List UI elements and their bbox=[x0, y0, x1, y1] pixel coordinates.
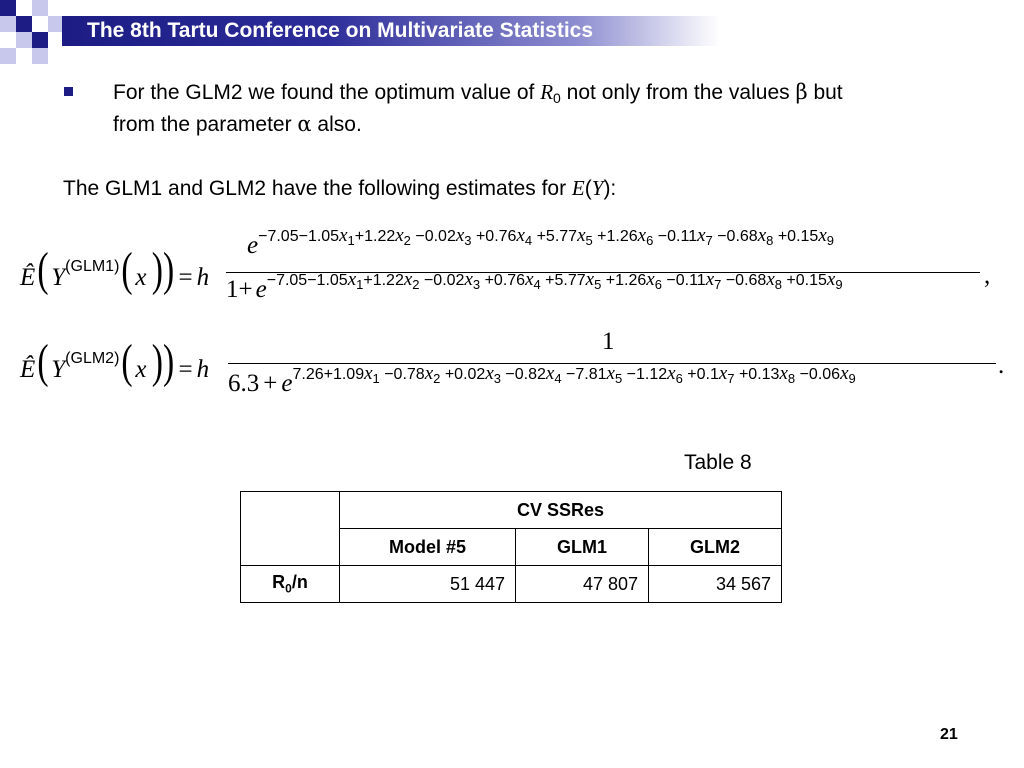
exponent-subscript: 5 bbox=[594, 277, 602, 292]
exponent-variable: x bbox=[424, 363, 434, 384]
exponent-subscript: 6 bbox=[646, 233, 654, 248]
exponent-subscript: 7 bbox=[705, 233, 713, 248]
slide-title: The 8th Tartu Conference on Multivariate Statistics bbox=[87, 19, 594, 42]
exponent-variable: x bbox=[637, 225, 647, 246]
results-table bbox=[240, 491, 782, 603]
page-number: 21 bbox=[940, 726, 958, 743]
exponent-term: −1.12 bbox=[622, 366, 668, 383]
exponent-subscript: 6 bbox=[675, 371, 683, 386]
exponent-subscript: 2 bbox=[412, 277, 420, 292]
exponent-subscript: 7 bbox=[714, 277, 722, 292]
bullet-line-1: For the GLM2 we found the optimum value of $R_0$ not only from the values β but bbox=[113, 80, 843, 106]
formula-glm2-period: . bbox=[998, 352, 1005, 379]
exponent-subscript: 4 bbox=[554, 371, 562, 386]
exponent-term: +1.26 bbox=[601, 272, 647, 289]
exponent-subscript: 3 bbox=[472, 277, 481, 292]
formula-glm1-numerator: $e-7.05-1.05x_1+1.22x_2 -0.02x_3 +0.76x_4 +5.77x_5 +1.26x_6 -0.11x_7 -0.68x_8 +0.15x_9$ bbox=[247, 225, 834, 259]
formula-glm2-denominator: $6.3 + e7.26+1.09x_1 -0.78x_2 +0.02x_3 -0.82x_4 -7.81x_5 -1.12x_6 +0.1x_7 +0.13x_8 -0.06x_9$ bbox=[228, 363, 856, 397]
exponent-variable: x bbox=[667, 363, 676, 384]
exponent-term: −7.05−1.05 bbox=[258, 228, 340, 245]
exponent-variable: x bbox=[364, 363, 373, 384]
exponent-subscript: 1 bbox=[372, 371, 380, 386]
exponent-subscript: 2 bbox=[403, 233, 411, 248]
exponent-term: −0.02 bbox=[410, 228, 456, 245]
exponent-subscript: 4 bbox=[533, 277, 541, 292]
exponent-term: +0.02 bbox=[440, 366, 486, 383]
exponent-term: −0.11 bbox=[661, 272, 706, 289]
exponent-variable: x bbox=[347, 269, 357, 290]
exponent-term: +0.76 bbox=[471, 228, 517, 245]
exponent-variable: x bbox=[606, 363, 615, 384]
exponent-subscript: 4 bbox=[524, 233, 533, 248]
row-header: $R_0/n$ bbox=[241, 566, 340, 603]
table-corner-cell bbox=[241, 492, 340, 566]
exponent-variable: x bbox=[646, 269, 655, 290]
exponent-term: +5.77 bbox=[532, 228, 578, 245]
formula-glm2-lhs: Ê(Y(GLM2)(x)) = h bbox=[20, 335, 210, 388]
table-caption: Table 8 bbox=[684, 451, 752, 474]
exponent-variable: x bbox=[395, 225, 404, 246]
exponent-variable: x bbox=[525, 269, 534, 290]
exponent-variable: x bbox=[818, 225, 827, 246]
table-row bbox=[241, 492, 782, 529]
exponent-term: −0.11 bbox=[653, 228, 698, 245]
exponent-variable: x bbox=[766, 269, 775, 290]
exponent-subscript: 5 bbox=[614, 371, 623, 386]
exponent-variable: x bbox=[403, 269, 413, 290]
exponent-variable: x bbox=[339, 225, 348, 246]
exponent-term: −0.06 bbox=[795, 366, 841, 383]
exponent-subscript: 8 bbox=[787, 371, 796, 386]
exponent-term: +0.76 bbox=[480, 272, 526, 289]
exponent-term: +5.77 bbox=[540, 272, 586, 289]
exponent-term: +0.13 bbox=[734, 366, 780, 383]
exponent-variable: x bbox=[516, 225, 525, 246]
exponent-variable: x bbox=[840, 363, 849, 384]
exponent-subscript: 6 bbox=[654, 277, 662, 292]
column-header: Model #5 bbox=[340, 529, 516, 566]
exponent-variable: x bbox=[485, 363, 494, 384]
exponent-subscript: 9 bbox=[826, 233, 834, 248]
exponent-variable: x bbox=[545, 363, 555, 384]
exponent-term: +1.22 bbox=[354, 228, 396, 245]
exponent-variable: x bbox=[705, 269, 715, 290]
formula-glm1-denominator: $1+ e-7.05-1.05x_1+1.22x_2 -0.02x_3 +0.76x_4 +5.77x_5 +1.26x_6 -0.11x_7 -0.68x_8 +0.15x_9$ bbox=[226, 269, 843, 303]
exponent-variable: x bbox=[455, 225, 465, 246]
formula-glm1-comma: , bbox=[984, 262, 991, 289]
exponent-term: −7.05−1.05 bbox=[266, 272, 348, 289]
intro-sentence: The GLM1 and GLM2 have the following estimates for E(Y): bbox=[63, 176, 617, 200]
exponent-term: 7.26+1.09 bbox=[292, 366, 365, 383]
formula-glm2-numerator: 1 bbox=[602, 328, 615, 355]
exponent-subscript: 9 bbox=[835, 277, 843, 292]
exponent-variable: x bbox=[757, 225, 767, 246]
table-row bbox=[241, 566, 782, 603]
exponent-subscript: 3 bbox=[464, 233, 472, 248]
exponent-term: −0.02 bbox=[419, 272, 465, 289]
exponent-variable: x bbox=[779, 363, 788, 384]
table-group-header: CV SSRes bbox=[340, 492, 782, 529]
exponent-variable: x bbox=[826, 269, 836, 290]
formula-glm1-lhs: Ê(Y(GLM1)(x)) = h bbox=[20, 243, 210, 296]
exponent-term: −0.78 bbox=[379, 366, 425, 383]
exponent-variable: x bbox=[464, 269, 473, 290]
table-cell: 34 567 bbox=[649, 566, 782, 603]
exponent-term: +1.22 bbox=[363, 272, 404, 289]
exponent-subscript: 5 bbox=[585, 233, 593, 248]
bullet-marker bbox=[64, 87, 73, 96]
column-header: GLM2 bbox=[649, 529, 782, 566]
table-cell: 47 807 bbox=[516, 566, 649, 603]
exponent-term: −0.82 bbox=[500, 366, 546, 383]
exponent-term: +1.26 bbox=[592, 228, 638, 245]
bullet-line-2: from the parameter α also. bbox=[113, 112, 362, 136]
exponent-term: +0.15 bbox=[781, 272, 827, 289]
table-cell: 51 447 bbox=[340, 566, 516, 603]
exponent-variable: x bbox=[585, 269, 595, 290]
exponent-subscript: 1 bbox=[356, 277, 364, 292]
exponent-term: −7.81 bbox=[561, 366, 607, 383]
exponent-subscript: 9 bbox=[848, 371, 856, 386]
exponent-term: +0.15 bbox=[773, 228, 819, 245]
exponent-subscript: 3 bbox=[493, 371, 501, 386]
exponent-term: −0.68 bbox=[712, 228, 758, 245]
exponent-term: −0.68 bbox=[721, 272, 767, 289]
column-header: GLM1 bbox=[516, 529, 649, 566]
exponent-subscript: 8 bbox=[766, 233, 774, 248]
exponent-subscript: 2 bbox=[433, 371, 441, 386]
exponent-variable: x bbox=[577, 225, 586, 246]
exponent-subscript: 8 bbox=[774, 277, 782, 292]
exponent-variable: x bbox=[718, 363, 728, 384]
exponent-subscript: 1 bbox=[347, 233, 355, 248]
exponent-subscript: 7 bbox=[727, 371, 735, 386]
exponent-term: +0.1 bbox=[682, 366, 719, 383]
exponent-variable: x bbox=[697, 225, 706, 246]
